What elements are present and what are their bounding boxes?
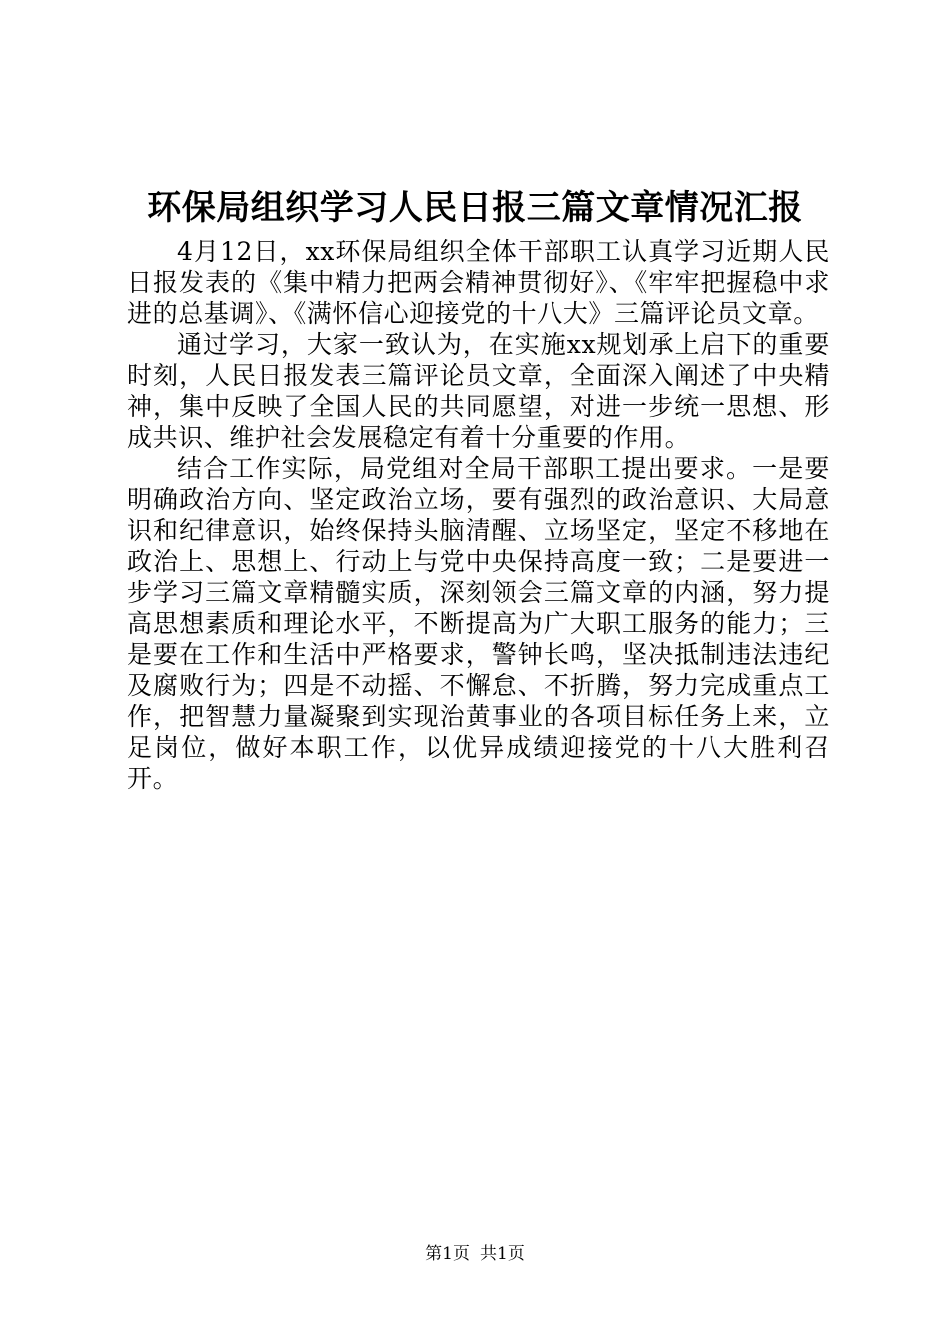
document-body <box>127 236 830 794</box>
document-title: 环保局组织学习人民日报三篇文章情况汇报 <box>147 188 803 228</box>
paragraph-2: 通过学习，大家一致认为，在实施xx规划承上启下的重要时刻，人民日报发表三篇评论员文章，全面深入阐述了中央精神，集中反映了全国人民的共同愿望，对进一步统一思想、形成共识、维护社会发展稳定有着十分重要的作用。 <box>127 330 830 452</box>
paragraph-3: 结合工作实际，局党组对全局干部职工提出要求。一是要明确政治方向、坚定政治立场，要有强烈的政治意识、大局意识和纪律意识，始终保持头脑清醒、立场坚定，坚定不移地在政治上、思想上、行动上与党中央保持高度一致；二是要进一步学习三篇文章精髓实质，深刻领会三篇文章的内涵，努力提高思想素质和理论水平，不断提高为广大职工服务的能力；三是要在工作和生活中严格要求，警钟长鸣，坚决抵制违法违纪及腐败行为；四是不动摇、不懈怠、不折腾，努力完成重点工作，把智慧力量凝聚到实现治黄事业的各项目标任务上来，立足岗位，做好本职工作，以优异成绩迎接党的十八大胜利召开。 <box>127 454 830 793</box>
paragraph-1: 4月12日，xx环保局组织全体干部职工认真学习近期人民日报发表的《集中精力把两会精神贯彻好》、《牢牢把握稳中求进的总基调》、《满怀信心迎接党的十八大》三篇评论员文章。 <box>127 237 830 328</box>
page-footer <box>0 1243 950 1265</box>
page-number: 第1页 <box>425 1244 470 1264</box>
page-total: 共1页 <box>480 1244 525 1264</box>
